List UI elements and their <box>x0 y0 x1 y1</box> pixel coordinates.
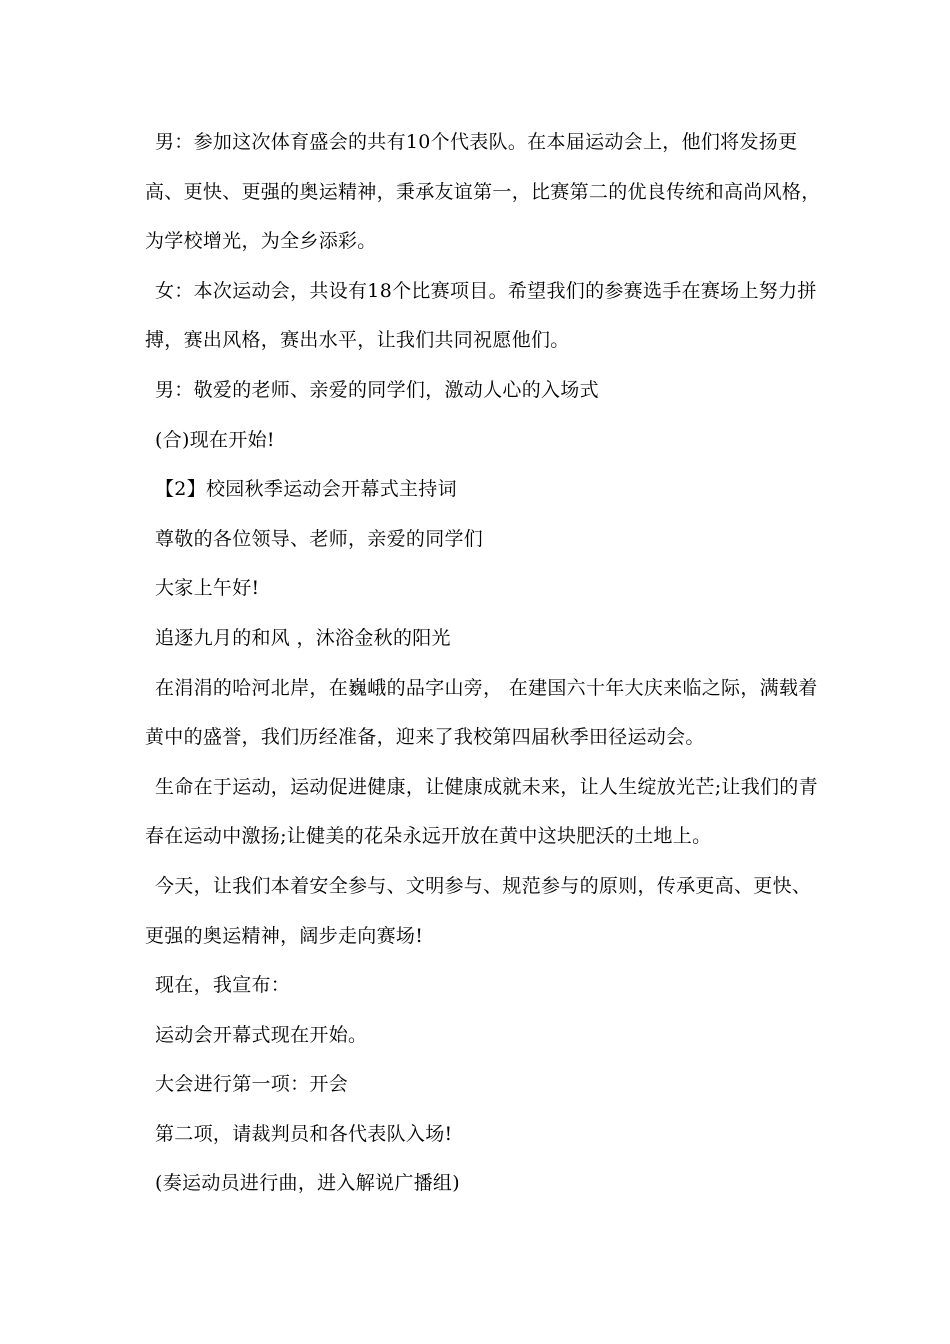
section-heading: 【2】校园秋季运动会开幕式主持词 <box>155 478 457 501</box>
paragraph-8: 追逐九月的和风 ，沐浴金秋的阳光 <box>155 626 451 649</box>
paragraph-12: 现在，我宣布： <box>155 974 291 997</box>
paragraph-13: 运动会开幕式现在开始。 <box>155 1023 368 1046</box>
paragraph-9: 在涓涓的哈河北岸，在巍峨的品字山旁， 在建国六十年大庆来临之际，满载着黄中的盛誉，我们历经准备，迎来了我校第四届秋季田径运动会。 <box>145 676 818 749</box>
paragraph-11: 今天，让我们本着安全参与、文明参与、规范参与的原则，传承更高、更快、更强的奥运精神，阔步走向赛场! <box>145 874 812 947</box>
paragraph-4: (合)现在开始! <box>155 428 275 451</box>
paragraph-10: 生命在于运动，运动促进健康，让健康成就未来，让人生绽放光芒;让我们的青春在运动中激扬;让健美的花朵永远开放在黄中这块肥沃的土地上。 <box>145 775 818 848</box>
paragraph-16: (奏运动员进行曲，进入解说广播组) <box>155 1172 460 1195</box>
paragraph-7: 大家上午好! <box>155 577 260 600</box>
paragraph-14: 大会进行第一项：开会 <box>155 1073 349 1096</box>
paragraph-15: 第二项，请裁判员和各代表队入场! <box>155 1122 453 1145</box>
paragraph-2: 女：本次运动会，共设有18个比赛项目。希望我们的参赛选手在赛场上努力拼搏，赛出风格，赛出水平，让我们共同祝愿他们。 <box>145 279 817 352</box>
document-body <box>145 118 825 1209</box>
paragraph-1: 男：参加这次体育盛会的共有10个代表队。在本届运动会上，他们将发扬更高、更快、更强的奥运精神，秉承友谊第一，比赛第二的优良传统和高尚风格，为学校增光，为全乡添彩。 <box>145 131 821 253</box>
paragraph-6: 尊敬的各位领导、老师，亲爱的同学们 <box>155 527 484 550</box>
paragraph-3: 男：敬爱的老师、亲爱的同学们，激动人心的入场式 <box>155 378 599 401</box>
